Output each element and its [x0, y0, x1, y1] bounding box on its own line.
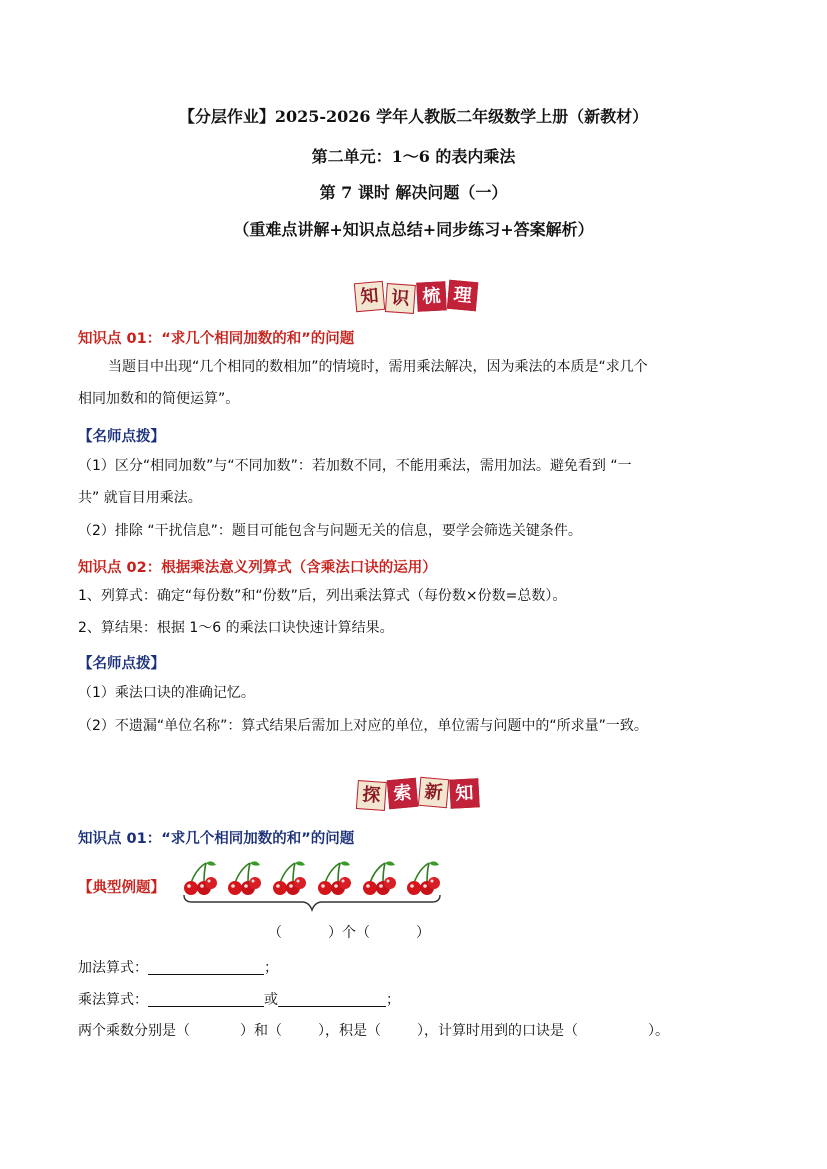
subtitle: （重难点讲解+知识点总结+同步练习+答案解析） — [233, 220, 594, 239]
cherry-pair-icon — [184, 861, 217, 895]
section2-knowledge-point-heading: 知识点 01：“求几个相同加数的和”的问题 — [78, 831, 355, 847]
brace-caption: （ ）个（ ） — [268, 925, 430, 941]
multiplication-formula-row: 乘法算式： 或 ； — [78, 992, 400, 1008]
kp2-line1: 1、列算式：确定“每份数”和“份数”后，列出乘法算式（每份数×份数=总数）。 — [78, 588, 567, 604]
badge-char: 索 — [387, 778, 418, 809]
typical-example-label: 【典型例题】 — [78, 880, 165, 896]
knowledge-point-1-heading: 知识点 01：“求几个相同加数的和”的问题 — [78, 331, 355, 347]
tip-1-line1: （1）区分“相同加数”与“不同加数”：若加数不同，不能用乘法，需用加法。避免看到 “一 — [78, 458, 632, 474]
knowledge-point-2-heading: 知识点 02：根据乘法意义列算式（含乘法口诀的运用） — [78, 560, 437, 576]
unit-title: 第二单元：1～6 的表内乘法 — [311, 147, 516, 166]
badge-char: 新 — [418, 777, 449, 808]
cherry-pair-icon — [318, 861, 351, 895]
tip-4: （2）不遗漏“单位名称”：算式结果后需加上对应的单位，单位需与问题中的“所求量”一致。 — [78, 718, 648, 734]
cherry-pair-icon — [363, 861, 396, 895]
tip-2: （2）排除 “干扰信息”：题目可能包含与问题无关的信息，要学会筛选关键条件。 — [78, 523, 582, 539]
badge-char: 探 — [356, 780, 387, 811]
multiplication-answer-blank-2[interactable] — [278, 992, 386, 1007]
badge-char: 知 — [449, 778, 479, 808]
badge-char: 理 — [447, 280, 478, 311]
factors-question-row: 两个乘数分别是（ ）和（ ），积是（ ），计算时用到的口诀是（ ）。 — [78, 1023, 669, 1039]
teacher-tip-label: 【名师点拨】 — [78, 429, 165, 445]
explore-new-knowledge-badge — [357, 779, 479, 808]
badge-char: 知 — [354, 281, 385, 312]
lesson-title: 第 7 课时 解决问题（一） — [319, 183, 508, 202]
kp1-paragraph-line1: 当题目中出现“几个相同的数相加”的情境时，需用乘法解决，因为乘法的本质是“求几个 — [108, 359, 648, 375]
badge-char: 梳 — [416, 281, 446, 311]
addition-answer-blank[interactable] — [148, 960, 264, 975]
curly-brace-icon — [184, 895, 440, 910]
cherry-pair-icon — [273, 861, 306, 895]
cherry-groups-illustration — [182, 855, 442, 925]
teacher-tip-label-2: 【名师点拨】 — [78, 656, 165, 672]
cherry-pair-icon — [407, 861, 440, 895]
addition-formula-row: 加法算式： ； — [78, 960, 278, 976]
multiplication-answer-blank-1[interactable] — [148, 992, 264, 1007]
kp1-paragraph-line2: 相同加数和的简便运算”。 — [78, 391, 240, 407]
badge-char: 识 — [385, 283, 416, 314]
knowledge-summary-badge — [355, 282, 477, 311]
kp2-line2: 2、算结果：根据 1～6 的乘法口诀快速计算结果。 — [78, 620, 394, 636]
cherry-pair-icon — [228, 861, 261, 895]
document-title: 【分层作业】2025-2026 学年人教版二年级数学上册（新教材） — [178, 107, 649, 126]
tip-1-line2: 共” 就盲目用乘法。 — [78, 490, 202, 506]
tip-3: （1）乘法口诀的准确记忆。 — [78, 685, 255, 701]
